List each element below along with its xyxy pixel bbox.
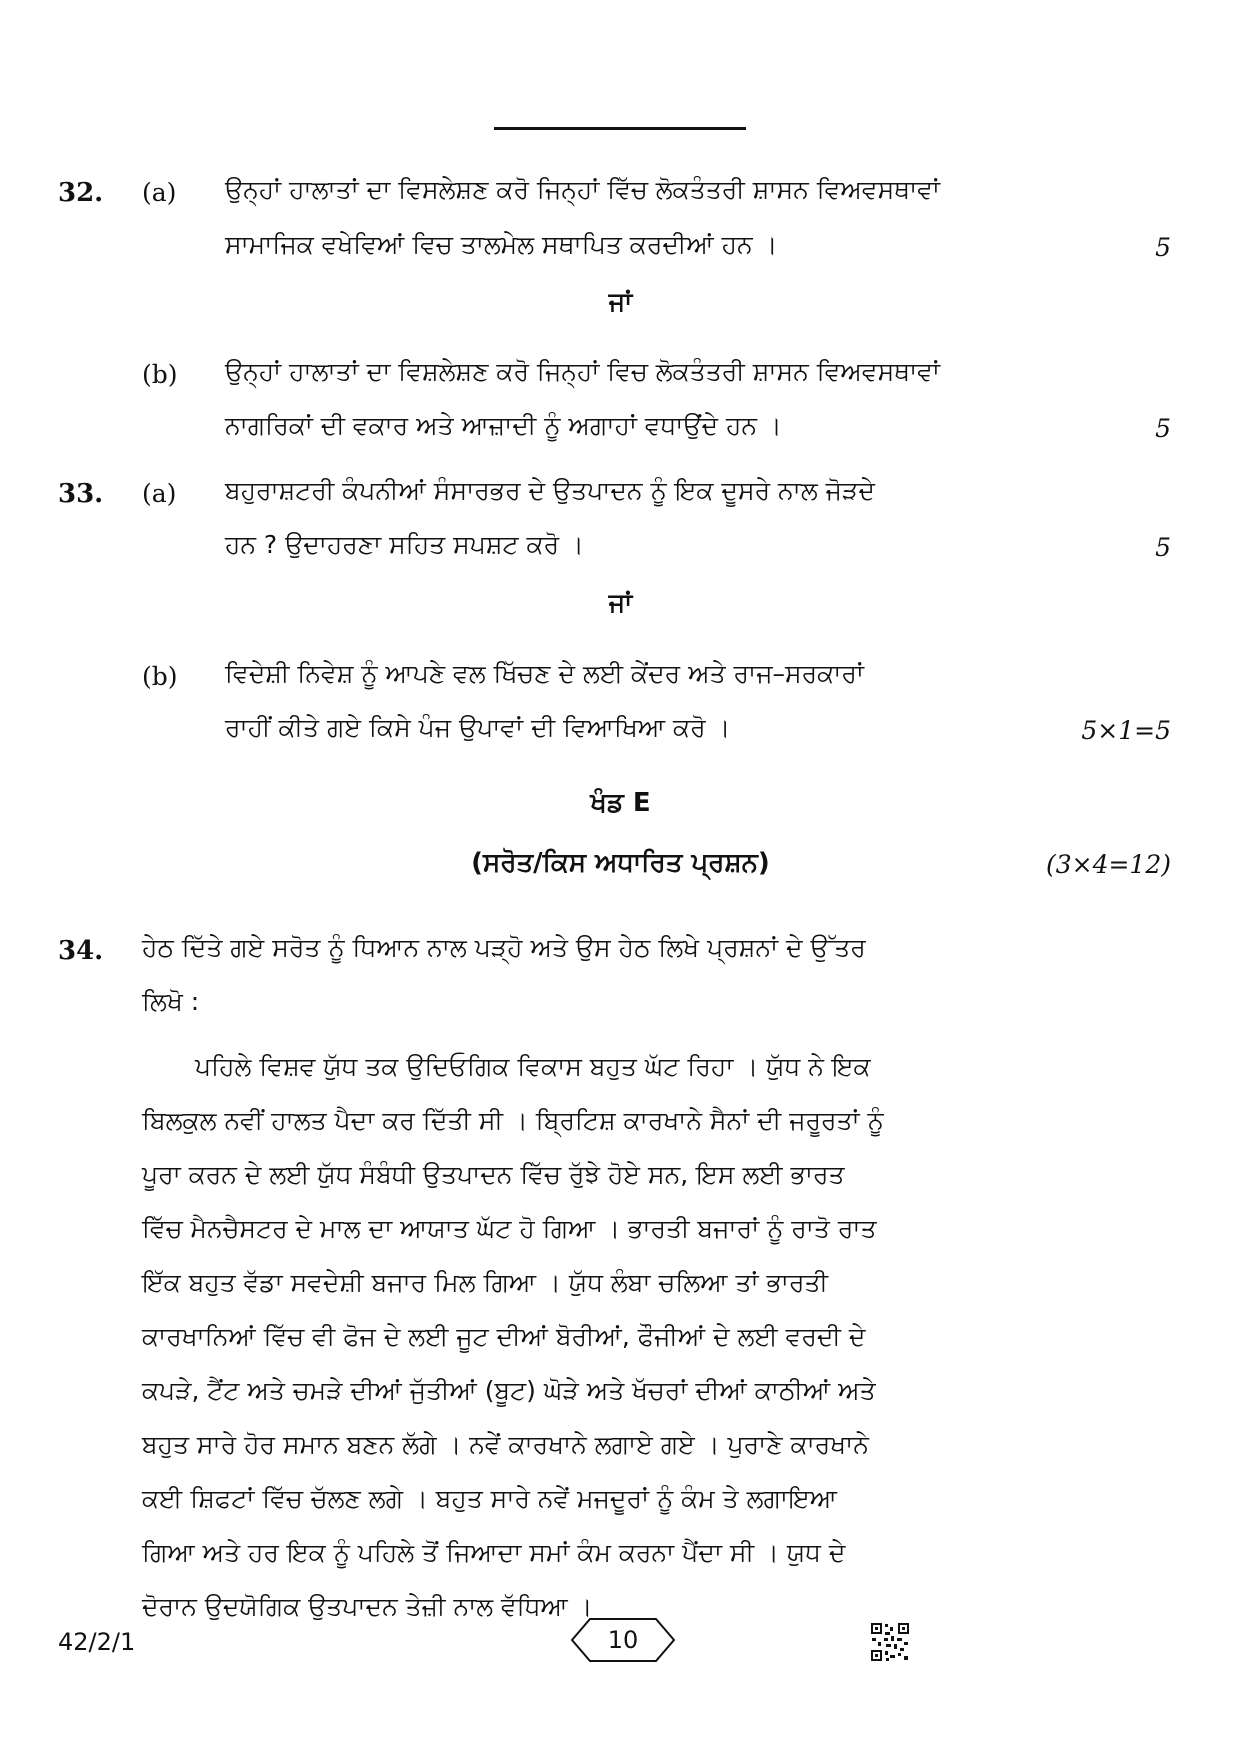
- part-label-33a: (a): [142, 479, 177, 508]
- part-label-33b: (b): [142, 662, 178, 691]
- q33b-line-1: ਵਿਦੇਸ਼ੀ ਨਿਵੇਸ਼ ਨੂੰ ਆਪਣੇ ਵਲ ਖਿੱਚਣ ਦੇ ਲਈ ਕੇਂਦਰ ਅਤੇ ਰਾਜ–ਸਰਕਾਰਾਂ: [225, 659, 864, 688]
- qr-code-icon: [870, 1622, 910, 1662]
- or-separator-33: ਜਾਂ: [608, 588, 633, 617]
- q32a-marks: 5: [1155, 233, 1171, 262]
- passage-line: ਪਹਿਲੇ ਵਿਸ਼ਵ ਯੁੱਧ ਤਕ ਉਦਿਓਗਿਕ ਵਿਕਾਸ ਬਹੁਤ ਘੱਟ ਰਿਹਾ । ਯੁੱਧ ਨੇ ਇਕ: [195, 1052, 871, 1081]
- passage-line: ਬਿਲਕੁਲ ਨਵੀਂ ਹਾਲਤ ਪੈਦਾ ਕਰ ਦਿੱਤੀ ਸੀ । ਬ੍ਰਿਟਿਸ਼ ਕਾਰਖਾਨੇ ਸੈਨਾਂ ਦੀ ਜਰੂਰਤਾਂ ਨੂੰ: [142, 1106, 884, 1135]
- section-marks: (3×4=12): [1045, 850, 1171, 879]
- passage-line: ਪੂਰਾ ਕਰਨ ਦੇ ਲਈ ਯੁੱਧ ਸੰਬੰਧੀ ਉਤਪਾਦਨ ਵਿੱਚ ਰੁੱਝੇ ਹੋਏ ਸਨ, ਇਸ ਲਈ ਭਾਰਤ: [142, 1160, 845, 1189]
- top-rule: [494, 127, 746, 130]
- q33a-marks: 5: [1155, 533, 1171, 562]
- q32b-line-2: ਨਾਗਰਿਕਾਂ ਦੀ ਵਕਾਰ ਅਤੇ ਆਜ਼ਾਦੀ ਨੂੰ ਅਗਾਹਾਂ ਵਧਾਉਂਦੇ ਹਨ ।: [225, 411, 782, 440]
- q32a-line-2: ਸਾਮਾਜਿਕ ਵਖੇਵਿਆਂ ਵਿਚ ਤਾਲਮੇਲ ਸਥਾਪਿਤ ਕਰਦੀਆਂ ਹਨ ।: [225, 230, 778, 259]
- question-number-33: 33.: [58, 479, 104, 509]
- q33a-line-2: ਹਨ ? ਉਦਾਹਰਣਾ ਸਹਿਤ ਸਪਸ਼ਟ ਕਰੋ ।: [225, 530, 584, 559]
- q33b-marks: 5×1=5: [1081, 716, 1171, 745]
- question-number-32: 32.: [58, 178, 104, 208]
- q32a-line-1: ਉਨ੍ਹਾਂ ਹਾਲਾਤਾਂ ਦਾ ਵਿਸਲੇਸ਼ਣ ਕਰੋ ਜਿਨ੍ਹਾਂ ਵਿੱਚ ਲੋਕਤੰਤਰੀ ਸ਼ਾਸਨ ਵਿਅਵਸਥਾਵਾਂ: [225, 175, 940, 204]
- q34-intro-line-1: ਹੇਠ ਦਿੱਤੇ ਗਏ ਸਰੋਤ ਨੂੰ ਧਿਆਨ ਨਾਲ ਪੜ੍ਹੋ ਅਤੇ ਉਸ ਹੇਠ ਲਿਖੇ ਪ੍ਰਸ਼ਨਾਂ ਦੇ ਉੱਤਰ: [142, 933, 866, 962]
- q33a-line-1: ਬਹੁਰਾਸ਼ਟਰੀ ਕੰਪਨੀਆਂ ਸੰਸਾਰਭਰ ਦੇ ਉਤਪਾਦਨ ਨੂੰ ਇਕ ਦੂਸਰੇ ਨਾਲ ਜੋੜਦੇ: [225, 476, 875, 505]
- passage-line: ਕਾਰਖਾਨਿਆਂ ਵਿੱਚ ਵੀ ਫੋਜ ਦੇ ਲਈ ਜੂਟ ਦੀਆਂ ਬੋਰੀਆਂ, ਫੌਜੀਆਂ ਦੇ ਲਈ ਵਰਦੀ ਦੇ: [142, 1322, 866, 1351]
- page-number-label: 10: [607, 1626, 639, 1654]
- passage-line: ਬਹੁਤ ਸਾਰੇ ਹੋਰ ਸਮਾਨ ਬਣਨ ਲੱਗੇ । ਨਵੇਂ ਕਾਰਖਾਨੇ ਲਗਾਏ ਗਏ । ਪੁਰਾਣੇ ਕਾਰਖਾਨੇ: [142, 1430, 869, 1459]
- section-title: ਖੰਡ E: [590, 788, 651, 818]
- passage-line: ਵਿੱਚ ਮੈਨਚੈਸਟਰ ਦੇ ਮਾਲ ਦਾ ਆਯਾਤ ਘੱਟ ਹੋ ਗਿਆ । ਭਾਰਤੀ ਬਜਾਰਾਂ ਨੂੰ ਰਾਤੋ ਰਾਤ: [142, 1214, 877, 1243]
- page-number: [570, 1617, 676, 1663]
- q32b-marks: 5: [1155, 414, 1171, 443]
- passage-line: ਗਿਆ ਅਤੇ ਹਰ ਇਕ ਨੂੰ ਪਹਿਲੇ ਤੋਂ ਜਿਆਦਾ ਸਮਾਂ ਕੰਮ ਕਰਨਾ ਪੈਂਦਾ ਸੀ । ਯੁਧ ਦੇ: [142, 1538, 846, 1567]
- q34-intro-line-2: ਲਿਖੋ :: [142, 987, 200, 1016]
- section-subtitle: (ਸਰੋਤ/ਕਿਸ ਅਧਾਰਿਤ ਪ੍ਰਸ਼ਨ): [471, 848, 770, 878]
- q32b-line-1: ਉਨ੍ਹਾਂ ਹਾਲਾਤਾਂ ਦਾ ਵਿਸ਼ਲੇਸ਼ਣ ਕਰੋ ਜਿਨ੍ਹਾਂ ਵਿਚ ਲੋਕਤੰਤਰੀ ਸ਼ਾਸਨ ਵਿਅਵਸਥਾਵਾਂ: [225, 357, 940, 386]
- q33b-line-2: ਰਾਹੀਂ ਕੀਤੇ ਗਏ ਕਿਸੇ ਪੰਜ ਉਪਾਵਾਂ ਦੀ ਵਿਆਖਿਆ ਕਰੋ ।: [225, 713, 731, 742]
- part-label-32b: (b): [142, 360, 178, 389]
- passage-line: ਇੱਕ ਬਹੁਤ ਵੱਡਾ ਸਵਦੇਸ਼ੀ ਬਜਾਰ ਮਿਲ ਗਿਆ । ਯੁੱਧ ਲੰਬਾ ਚਲਿਆ ਤਾਂ ਭਾਰਤੀ: [142, 1268, 828, 1297]
- paper-code: 42/2/1: [58, 1628, 136, 1656]
- question-number-34: 34.: [58, 936, 104, 966]
- passage-line: ਕਪੜੇ, ਟੈਂਟ ਅਤੇ ਚਮੜੇ ਦੀਆਂ ਜੁੱਤੀਆਂ (ਬੂਟ) ਘੋੜੇ ਅਤੇ ਖੱਚਰਾਂ ਦੀਆਂ ਕਾਠੀਆਂ ਅਤੇ: [142, 1376, 876, 1405]
- passage-line: ਦੋਰਾਨ ਉਦਯੋਗਿਕ ਉਤਪਾਦਨ ਤੇਜ਼ੀ ਨਾਲ ਵੱਧਿਆ ।: [142, 1592, 593, 1621]
- or-separator-32: ਜਾਂ: [608, 287, 633, 316]
- passage-line: ਕਈ ਸ਼ਿਫਟਾਂ ਵਿੱਚ ਚੱਲਣ ਲਗੇ । ਬਹੁਤ ਸਾਰੇ ਨਵੇਂ ਮਜਦੂਰਾਂ ਨੂੰ ਕੰਮ ਤੇ ਲਗਾਇਆ: [142, 1484, 837, 1513]
- part-label-32a: (a): [142, 178, 177, 207]
